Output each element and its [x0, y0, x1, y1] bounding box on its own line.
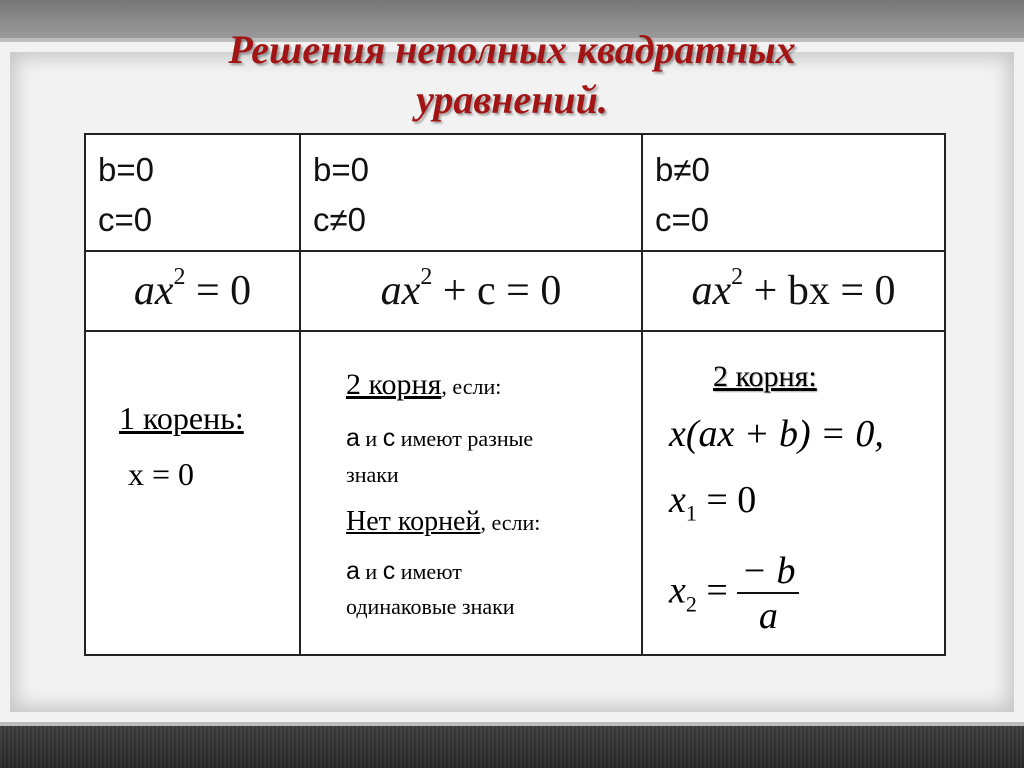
equation-rest: + bx = 0 [743, 268, 896, 314]
coef-c: с [382, 557, 396, 585]
no-roots-condition [346, 506, 540, 538]
two-roots-heading: 2 корня: [713, 360, 817, 393]
coef-a: а [346, 557, 360, 585]
condition-cell-1 [85, 134, 300, 251]
no-roots-line-1 [346, 557, 462, 586]
first-root [669, 478, 756, 527]
coef-c: с [382, 424, 396, 452]
no-roots-line-2: одинаковые знаки [346, 594, 515, 619]
bottom-band [0, 726, 1024, 768]
equation-cell-2 [300, 251, 642, 331]
solution-cell-1 [85, 331, 300, 655]
equation-exponent: 2 [173, 264, 186, 290]
root-index: 1 [685, 500, 697, 526]
equation-lhs: ax [133, 268, 174, 314]
condition-cell-2 [300, 134, 642, 251]
equation-lhs: ax [380, 268, 421, 314]
fraction-denominator: a [758, 595, 778, 637]
solution-cell-2 [300, 331, 642, 655]
condition-c: c=0 [655, 201, 710, 238]
equation-exponent: 2 [420, 264, 433, 290]
solutions-row [85, 331, 945, 655]
slide-title [0, 25, 1024, 125]
two-roots-heading: 2 корня [346, 368, 442, 401]
condition-text: имеют разные [395, 426, 534, 451]
root-answer: x = 0 [128, 456, 195, 492]
condition-cell-3 [642, 134, 945, 251]
title-line-2: уравнений. [416, 77, 608, 122]
coef-a: а [346, 424, 360, 452]
no-roots-heading: Нет корней [346, 506, 481, 537]
solutions-table [84, 133, 946, 656]
no-roots-suffix: , если: [480, 510, 541, 535]
root-variable: x [669, 569, 686, 612]
equation-rest: + c = 0 [432, 268, 562, 314]
one-root-heading: 1 корень: [119, 400, 244, 436]
equation-lhs: ax [691, 268, 732, 314]
equation-exponent: 2 [731, 264, 744, 290]
equations-row [85, 251, 945, 331]
equation-cell-3 [642, 251, 945, 331]
fraction-numerator: − b [737, 550, 799, 594]
condition-b: b=0 [313, 151, 369, 188]
two-roots-condition [346, 368, 501, 402]
condition-c: c=0 [98, 201, 153, 238]
two-roots-suffix: , если: [441, 374, 502, 399]
factored-equation: x(ax + b) = 0, [669, 413, 884, 455]
condition-text: имеют [395, 559, 462, 584]
condition-b: b=0 [98, 151, 154, 188]
root-fraction [737, 550, 799, 638]
conditions-row [85, 134, 945, 251]
equation [86, 252, 299, 330]
condition-c: c≠0 [313, 201, 366, 238]
equation-rest: = 0 [185, 268, 252, 314]
title-line-1: Решения неполных квадратных [228, 27, 796, 72]
equation [643, 252, 944, 330]
solution-cell-3 [642, 331, 945, 655]
root-value: = 0 [696, 479, 757, 521]
equals-sign: = [696, 569, 738, 612]
second-root [669, 550, 799, 638]
conjunction: и [359, 559, 383, 584]
equation [301, 252, 641, 330]
root-index: 2 [685, 591, 697, 617]
root-variable: x [669, 479, 686, 521]
equation-cell-1 [85, 251, 300, 331]
two-roots-line-2: знаки [346, 462, 399, 487]
two-roots-line-1 [346, 424, 533, 453]
condition-b: b≠0 [655, 151, 710, 188]
conjunction: и [359, 426, 383, 451]
